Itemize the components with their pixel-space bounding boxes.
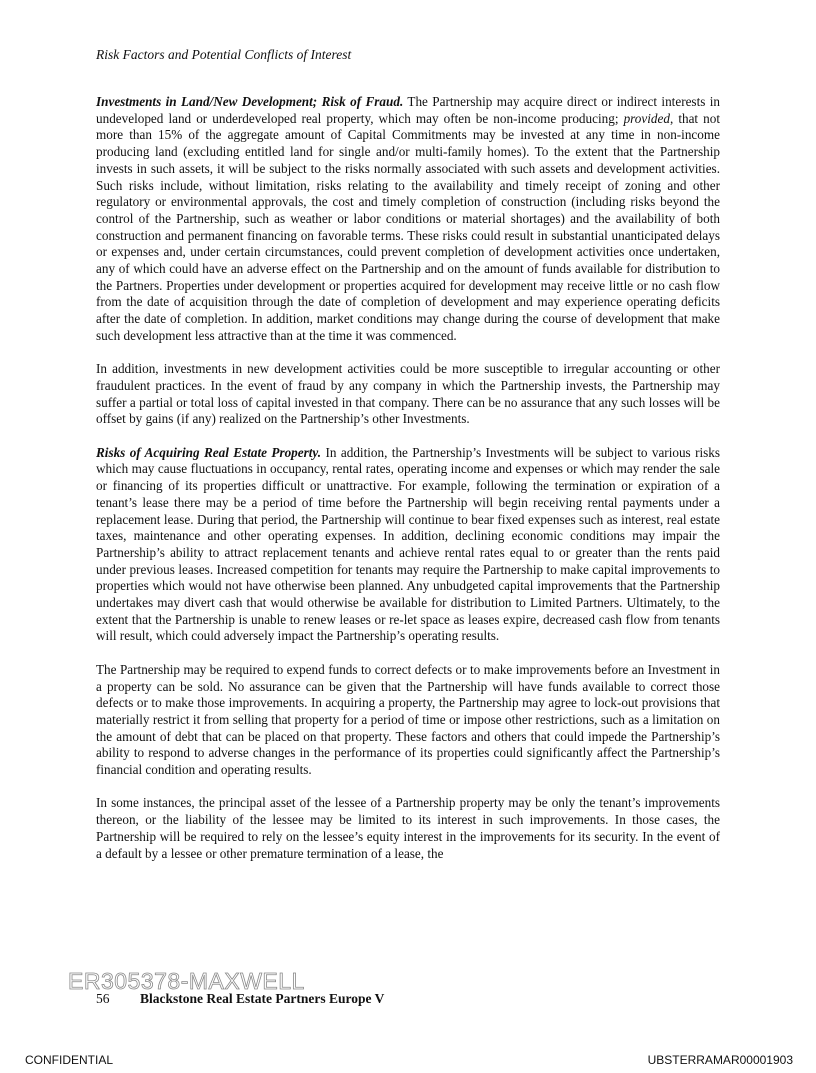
paragraph-land-development xyxy=(96,94,720,345)
emphasis-term: provided xyxy=(623,110,670,126)
page-footer xyxy=(96,991,384,1007)
paragraph-heading: Investments in Land/New Development; Risk of Fraud. xyxy=(96,94,404,109)
paragraph-expend-funds xyxy=(96,662,720,779)
bates-number: UBSTERRAMAR00001903 xyxy=(647,1053,793,1067)
paragraph-text: The Partnership may be required to expend funds to correct defects or to make improvements before an Investment in a property can be sold. No assurance can be given that the Partnership will have funds available to correct those defects or to make those improvements. In acquiring a property, the Partnership may agree to lock-out provisions that materially restrict it from selling that property for a period of time or impose other restrictions, such as a limitation on the amount of debt that can be placed on that property. These factors and others that could impede the Partnership’s ability to respond to adverse changes in the performance of its properties could significantly affect the Partnership’s financial condition and operating results. xyxy=(96,661,720,778)
paragraph-fraud xyxy=(96,361,720,428)
paragraph-text: , that not more than 15% of the aggregate amount of Capital Commitments may be invested at any time in non-income producing land (excluding entitled land for single and/or multi-family homes). To the extent that the Partnership invests in such assets, it will be subject to the risks normally associated with such assets and development activities. Such risks include, without limitation, risks relating to the availability and timely receipt of zoning and other regulatory or environmental approvals, the cost and timely completion of construction (including risks beyond the control of the Partnership, such as weather or labor conditions or material shortages) and the availability of both construction and permanent financing on favorable terms. These risks could result in substantial unanticipated delays or expenses and, under certain circumstances, could prevent completion of development activities once undertaken, any of which could have an adverse effect on the Partnership and on the amount of funds available for distribution to the Partners. Properties under development or properties acquired for development may receive little or no cash flow from the date of acquisition through the date of completion of development and may experience operating deficits after the date of completion. In addition, market conditions may change during the course of development that make such development less attractive than at the time it was commenced. xyxy=(96,110,721,343)
paragraph-text: In some instances, the principal asset of the lessee of a Partnership property may be only the tenant’s improvements thereon, or the liability of the lessee may be limited to its interest in such improvements. In those cases, the Partnership will be required to rely on the lessee’s equity interest in the improvements for its security. In the event of a default by a lessee or other premature termination of a lease, the xyxy=(96,795,720,861)
paragraph-heading: Risks of Acquiring Real Estate Property. xyxy=(96,444,322,460)
confidential-label: CONFIDENTIAL xyxy=(25,1053,114,1067)
paragraph-text: The Partnership may acquire direct or indirect interests in undeveloped land or underdeveloped real property, which may often be non-income producing; xyxy=(96,94,721,126)
paragraph-text: In addition, the Partnership’s Investments will be subject to various risks which may cause fluctuations in occupancy, rental rates, operating income and expenses or which may render the sale or financing of its properties difficult or unattractive. For example, following the termination or expiration of a tenant’s lease there may be a period of time before the Partnership will begin receiving rental payments under a replacement lease. During that period, the Partnership will continue to bear fixed expenses such as interest, real estate taxes, maintenance and other operating expenses. In addition, declining economic conditions may impair the Partnership’s ability to attract replacement tenants and achieve rental rates equal to or greater than the rents paid under previous leases. Increased competition for tenants may require the Partnership to make capital improvements to properties which would not have otherwise been planned. Any unbudgeted capital improvements that the Partnership undertakes may divert cash that would otherwise be available for distribution to Limited Partners. Ultimately, to the extent that the Partnership is unable to renew leases or re-let space as leases expire, decreased cash flow from tenants will result, which could adversely impact the Partnership’s operating results. xyxy=(96,444,720,644)
paragraph-acquiring-property xyxy=(96,445,720,645)
watermark: ER305378-MAXWELL xyxy=(68,968,305,994)
paragraph-lessee xyxy=(96,795,720,862)
page-number: 56 xyxy=(96,991,110,1006)
running-header: Risk Factors and Potential Conflicts of Interest xyxy=(96,47,352,62)
document-title: Blackstone Real Estate Partners Europe V xyxy=(140,991,385,1006)
paragraph-text: In addition, investments in new development activities could be more susceptible to irregular accounting or other fraudulent practices. In the event of fraud by any company in which the Partnership invests, the Partnership may suffer a partial or total loss of capital invested in that company. There can be no assurance that any such losses will be offset by gains (if any) realized on the Partnership’s other Investments. xyxy=(96,361,720,427)
body-text xyxy=(96,94,720,879)
